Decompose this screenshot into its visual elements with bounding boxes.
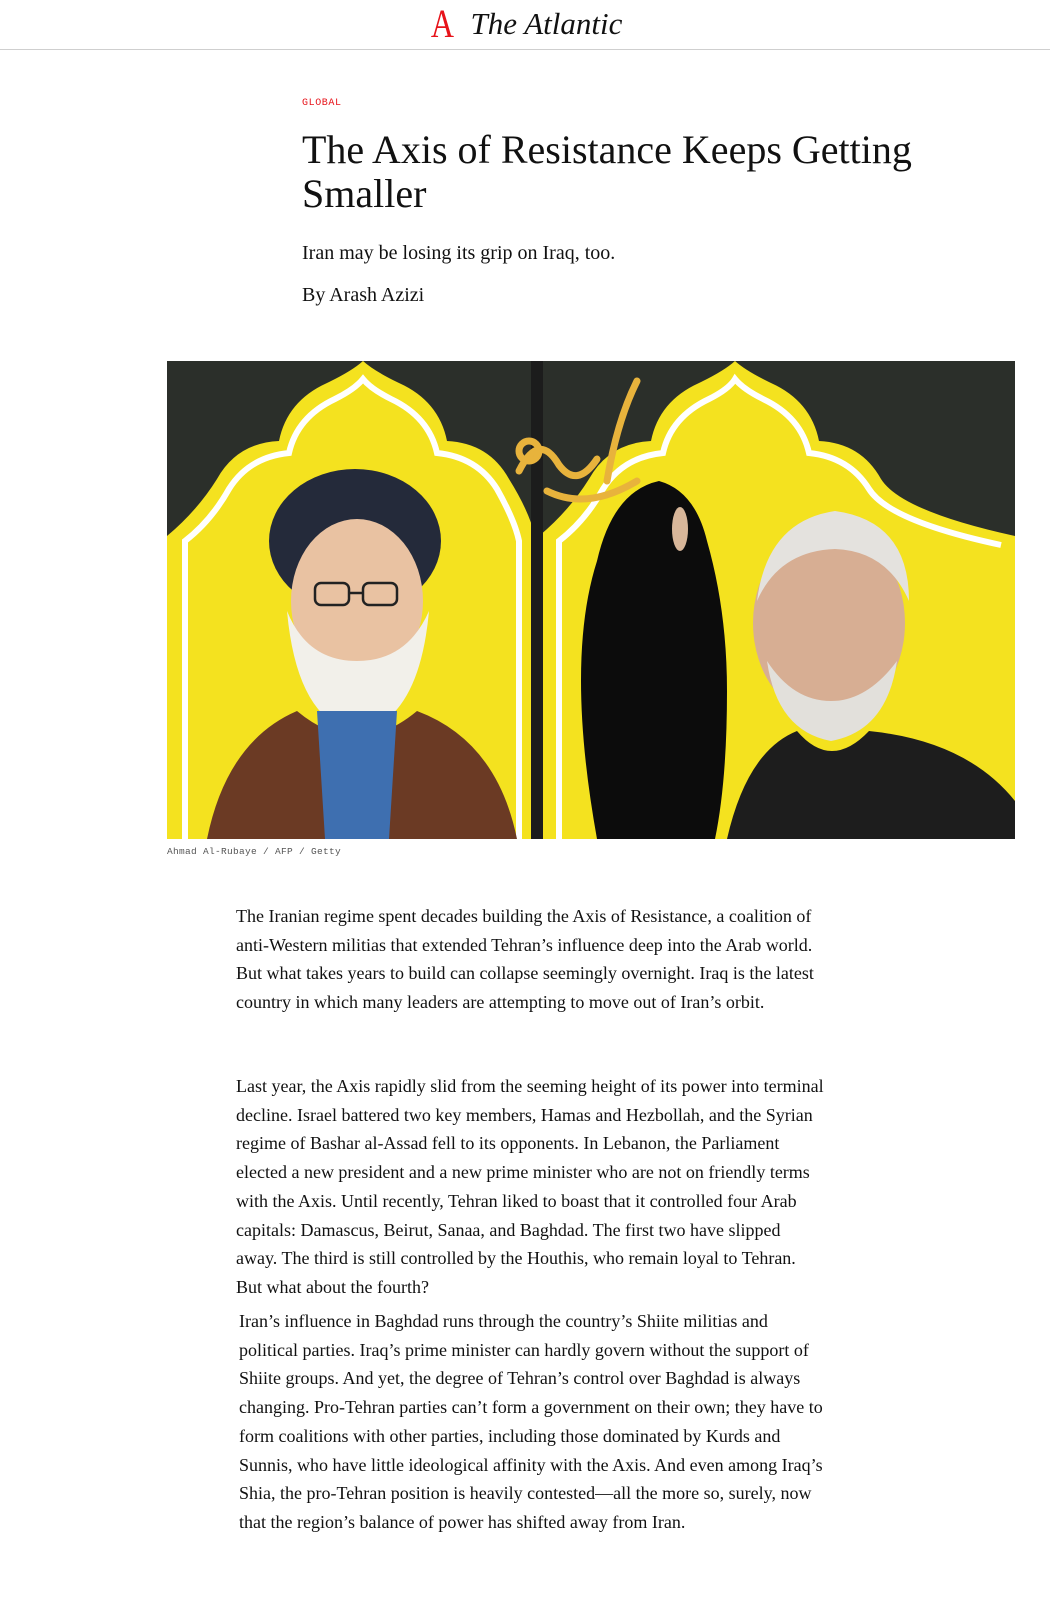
article-byline[interactable]: By Arash Azizi	[302, 284, 425, 306]
body-paragraph: Iran’s influence in Baghdad runs through the country’s Shiite militias and political parties. Iraq’s prime minister can hardly govern without the support of Shiite groups. And yet, the degree of Tehran’s control over Baghdad is always changing. Pro-Tehran parties can’t form a government on their own; they have to form coalitions with other parties, including those dominated by Kurds and Sunnis, who have little ideological affinity with the Axis. And even among Iraq’s Shia, the pro-Tehran position is heavily contested—all the more so, surely, now that the region’s balance of power has shifted away from Iran.	[239, 1311, 823, 1532]
article-title: The Axis of Resistance Keeps Getting Smaller	[302, 127, 912, 216]
hero-image	[167, 361, 1015, 839]
site-logo[interactable]	[0, 1, 1050, 46]
hero-photo-illustration	[167, 361, 1015, 839]
image-credit: Ahmad Al-Rubaye / AFP / Getty	[167, 846, 342, 857]
atlantic-a-logo-icon: A	[430, 1, 454, 46]
article-subtitle: Iran may be losing its grip on Iraq, too.	[302, 242, 616, 264]
site-header	[0, 0, 1050, 50]
section-label[interactable]: GLOBAL	[302, 98, 342, 109]
body-paragraph: Last year, the Axis rapidly slid from the seeming height of its power into terminal decline. Israel battered two key members, Hamas and Hezbollah, and the Syrian regime of Bashar al-Assad fell to its opponents. In Lebanon, the Parliament elected a new president and a new prime minister who are not on friendly terms with the Axis. Until recently, Tehran liked to boast that it controlled four Arab capitals: Damascus, Beirut, Sanaa, and Baghdad. The first two have slipped away. The third is still controlled by the Houthis, who remain loyal to Tehran. But what about the fourth?	[236, 1076, 824, 1297]
brand-wordmark: The Atlantic	[470, 6, 623, 41]
body-paragraph: The Iranian regime spent decades building the Axis of Resistance, a coalition of anti-Western militias that extended Tehran’s influence deep into the Arab world. But what takes years to build can collapse seemingly overnight. Iraq is the latest country in which many leaders are attempting to move out of Iran’s orbit.	[236, 906, 814, 1013]
